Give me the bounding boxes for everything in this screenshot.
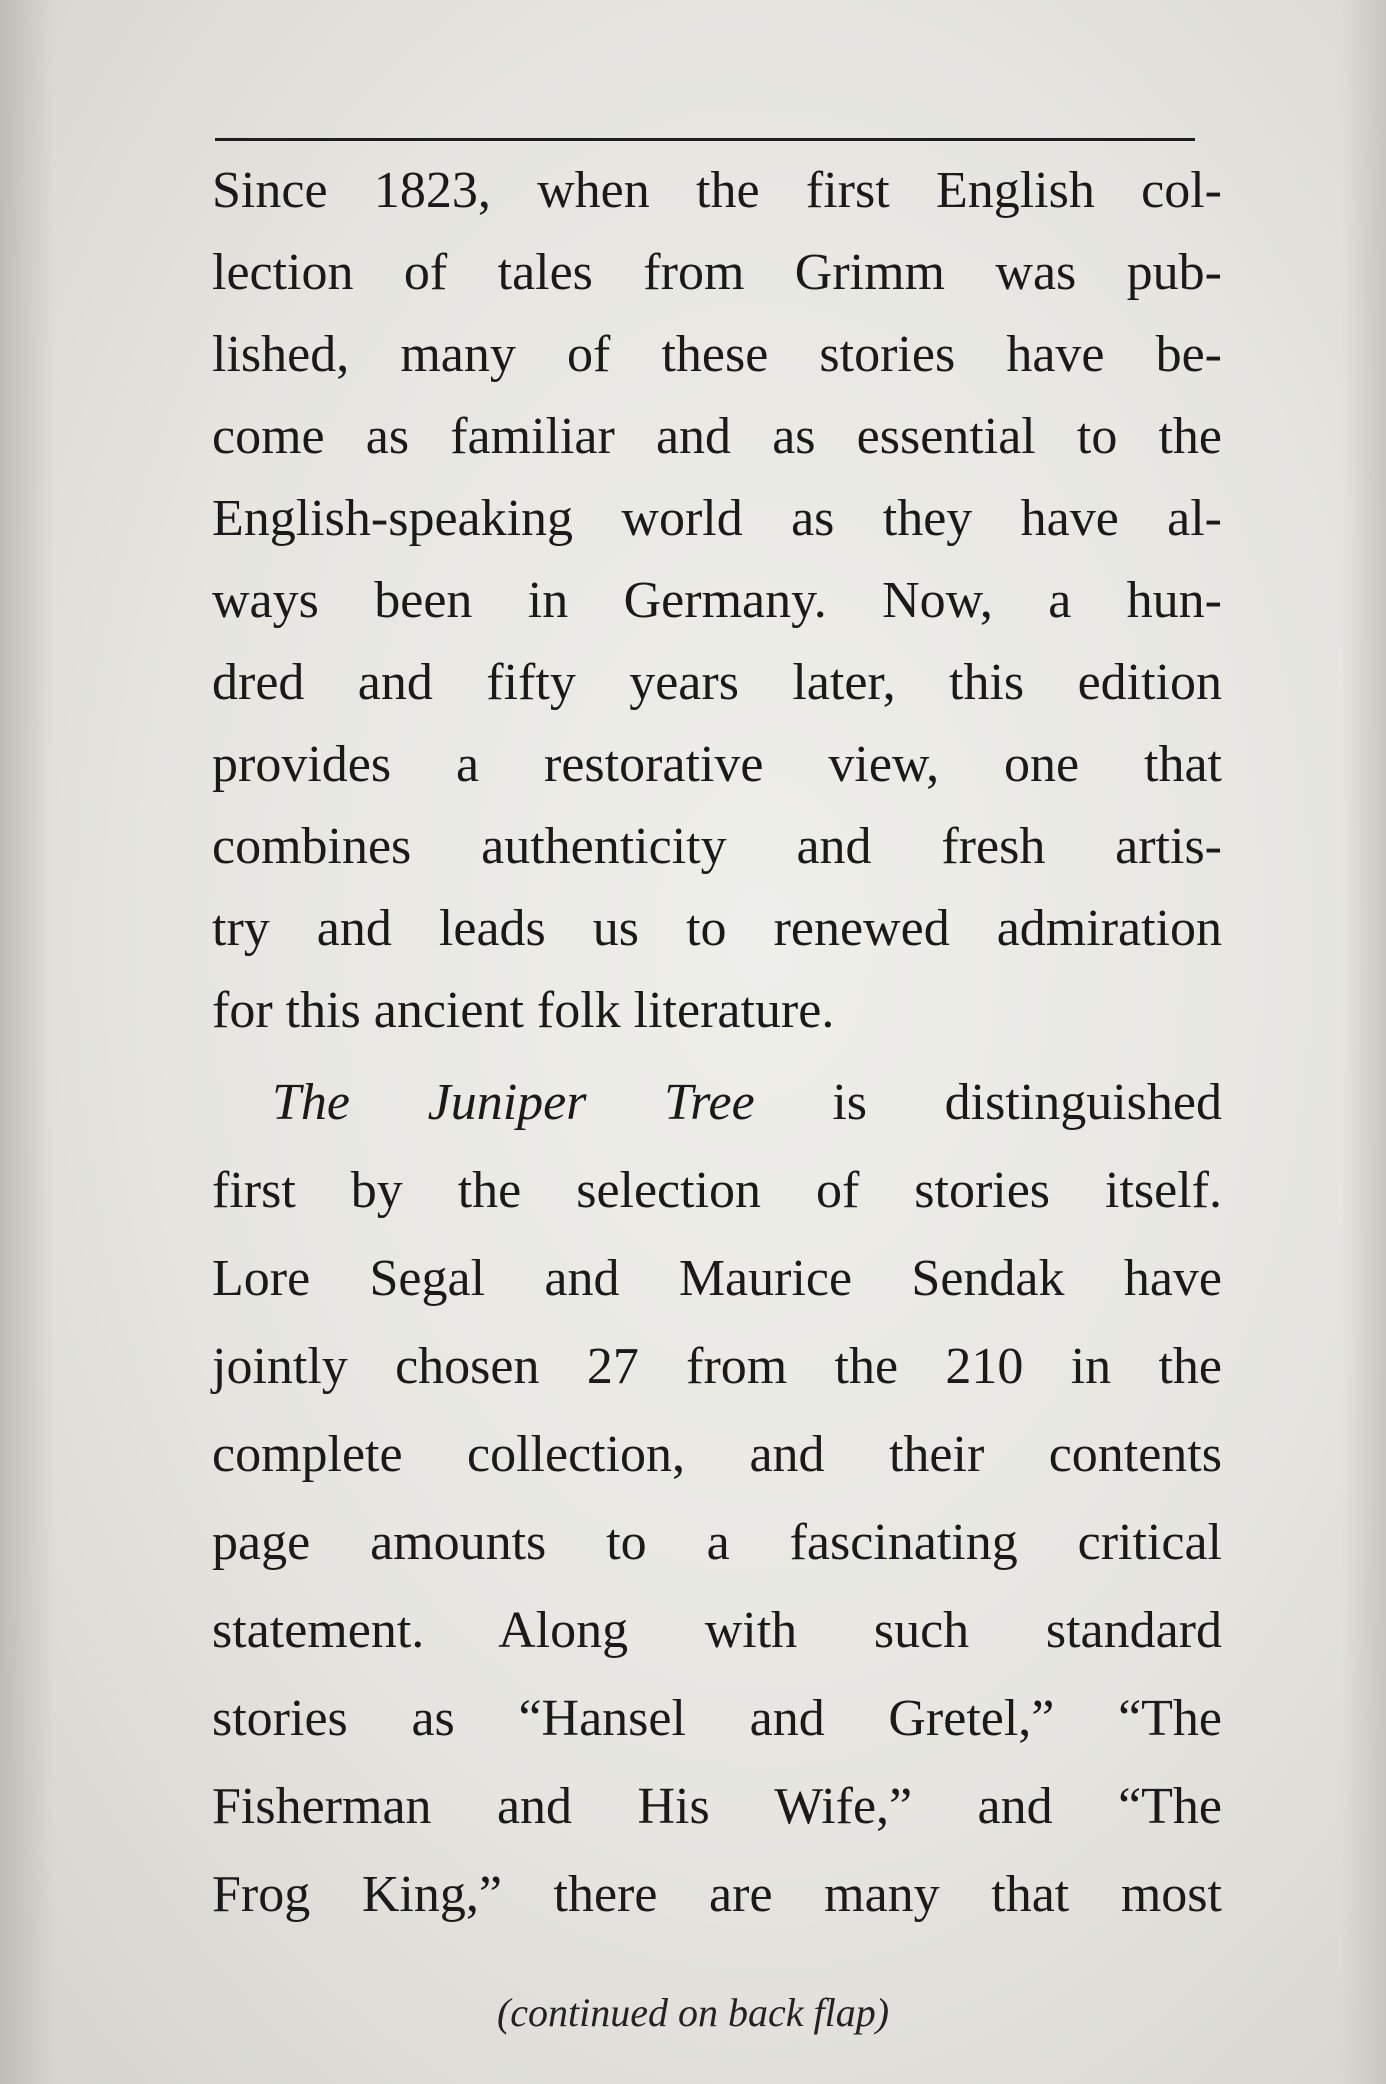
text-line: English-speaking world as they have al- — [212, 490, 1222, 547]
text-line: Fisherman and His Wife,” and “The — [212, 1778, 1222, 1835]
text-line: jointly chosen 27 from the 210 in the — [212, 1338, 1222, 1395]
text-fragment: is distinguished — [832, 1074, 1223, 1131]
text-line: statement. Along with such standard — [212, 1602, 1222, 1659]
text-line: dred and fifty years later, this edition — [212, 654, 1222, 711]
text-line: try and leads us to renewed admiration — [212, 900, 1222, 957]
text-line-first — [272, 1062, 1222, 1144]
text-line: first by the selection of stories itself. — [212, 1162, 1222, 1219]
text-line: stories as “Hansel and Gretel,” “The — [212, 1690, 1222, 1747]
text-line: lection of tales from Grimm was pub- — [212, 244, 1222, 301]
text-line: complete collection, and their contents — [212, 1426, 1222, 1483]
text-line: lished, many of these stories have be- — [212, 326, 1222, 383]
book-title: The Juniper Tree — [272, 1074, 755, 1131]
text-line: ways been in Germany. Now, a hun- — [212, 572, 1222, 629]
text-line: for this ancient folk literature. — [212, 982, 835, 1039]
continued-note: (continued on back flap) — [496, 1990, 890, 2035]
text-line: Frog King,” there are many that most — [212, 1866, 1222, 1923]
text-line: Since 1823, when the first English col- — [212, 162, 1222, 219]
text-line: combines authenticity and fresh artis- — [212, 818, 1222, 875]
text-line: page amounts to a fascinating critical — [212, 1514, 1222, 1571]
text-line: Lore Segal and Maurice Sendak have — [212, 1250, 1222, 1307]
text-line: come as familiar and as essential to the — [212, 408, 1222, 465]
text-line: provides a restorative view, one that — [212, 736, 1222, 793]
top-rule — [215, 138, 1195, 141]
